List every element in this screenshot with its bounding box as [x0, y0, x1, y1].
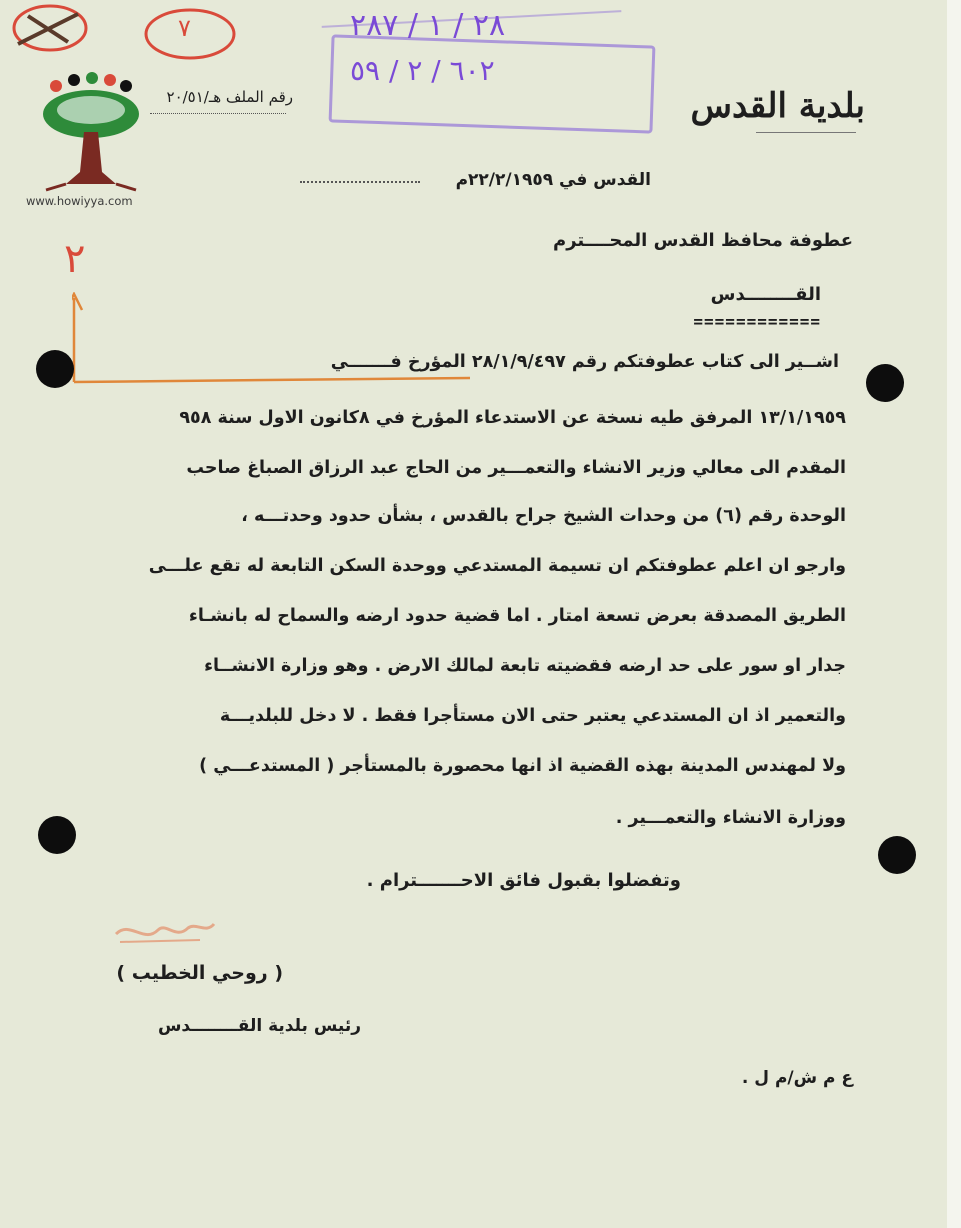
- body-line-7: جدار او سور على حد ارضه فقضيته تابعة لمالك الارض . وهو وزارة الانشــاء: [204, 656, 846, 676]
- signatory-position: رئيس بلدية القــــــــدس: [157, 1016, 361, 1036]
- body-line-10: ووزارة الانشاء والتعمـــير .: [615, 808, 846, 828]
- closing-line: وتفضلوا بقبول فائق الاحـــــــترام .: [366, 870, 681, 891]
- punch-hole: [866, 364, 904, 402]
- addressee-rule: ============: [693, 312, 821, 331]
- file-number: رقم الملف هـ/٢٠/٥١: [166, 88, 293, 106]
- body-line-2: ١٣/١/١٩٥٩ المرفق طيه نسخة عن الاستدعاء المؤرخ في ٨كانون الاول سنة ٩٥٨: [179, 408, 846, 428]
- reference-initials: ع م ش/م ل .: [741, 1068, 853, 1088]
- file-number-underline: [150, 113, 286, 114]
- body-line-3: المقدم الى معالي وزير الانشاء والتعمـــير من الحاج عبد الرزاق الصباغ صاحب: [186, 458, 846, 478]
- letter-date: القدس في ٢٢/٢/١٩٥٩م: [455, 170, 651, 190]
- body-line-8: والتعمير اذ ان المستدعي يعتبر حتى الان مستأجرا فقط . لا دخل للبلديـــة: [219, 706, 846, 726]
- punch-hole: [878, 836, 916, 874]
- handwritten-reference-bottom: ٦٠٢ / ٢ / ٥٩: [350, 54, 495, 87]
- date-dotted-line: [300, 181, 420, 183]
- punch-hole: [38, 816, 76, 854]
- addressee-city: القــــــــدس: [710, 284, 821, 305]
- body-line-5: وارجو ان اعلم عطوفتكم ان تسيمة المستدعي ووحدة السكن التابعة له تقع علـــى: [148, 556, 846, 576]
- body-line-9: ولا لمهندس المدينة بهذه القضية اذ انها محصورة بالمستأجر ( المستدعـــي ): [199, 756, 846, 776]
- crossed-circle-mark: [8, 2, 98, 62]
- signatory-name: ( روحي الخطيب ): [116, 962, 283, 984]
- handwritten-reference-top: ٢٨ / ١ / ٢٨٧: [350, 8, 506, 43]
- body-line-1: اشــير الى كتاب عطوفتكم رقم ٢٨/١/٩/٤٩٧ المؤرخ فـــــــي: [330, 352, 839, 372]
- paper-edge: [947, 0, 961, 1228]
- watermark-url: www.howiyya.com: [26, 194, 133, 208]
- punch-hole: [36, 350, 74, 388]
- body-line-4: الوحدة رقم (٦) من وحدات الشيخ جراح بالقدس ، بشأن حدود وحدتـــه ،: [241, 506, 846, 526]
- margin-handwritten-number: ٢: [64, 236, 86, 282]
- howiyya-logo: [26, 72, 156, 207]
- letterhead-underline: [756, 132, 856, 133]
- body-line-6: الطريق المصدقة بعرض تسعة امتار . اما قضية حدود ارضه والسماح له بانشـاء: [188, 606, 846, 626]
- letterhead-org: بلدية القدس: [690, 86, 865, 126]
- red-circle-number: ٧: [178, 14, 191, 42]
- addressee-title: عطوفة محافظ القدس المحــــترم: [553, 230, 853, 251]
- handwritten-signature: [110, 914, 220, 950]
